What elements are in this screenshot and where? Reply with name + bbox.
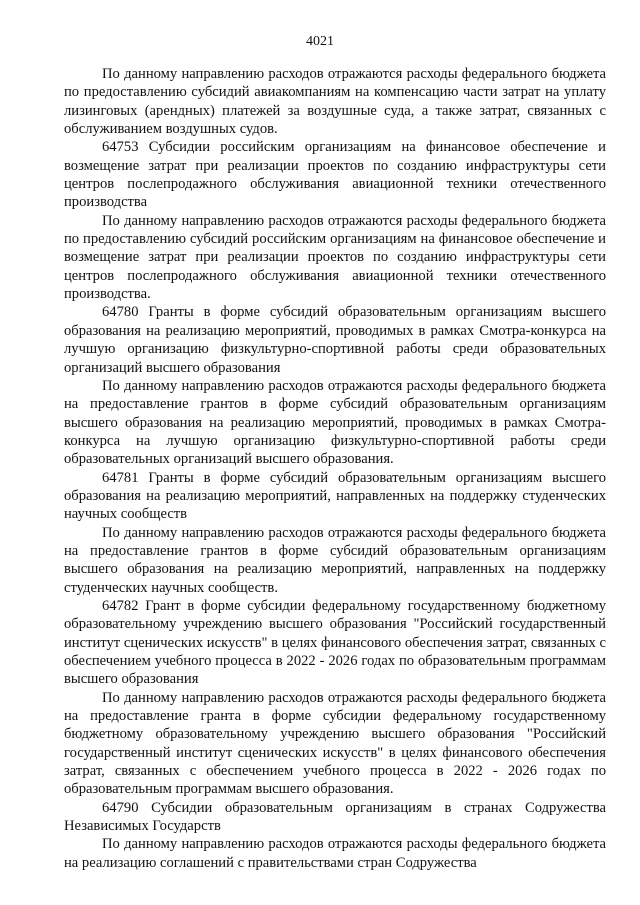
paragraph-code-64753-heading: 64753 Субсидии российским организациям на финансовое обеспечение и возмещение затрат при реализации проектов по созданию инфраструктуры сети центров послепродажного обслуживания авиационной техники отечественного производства [64, 139, 606, 211]
paragraph-code-64781-description: По данному направлению расходов отражаются расходы федерального бюджета на предоставление грантов в форме субсидий образовательным организациям высшего образования на реализацию мероприятий, направленных на поддержку студенческих научных сообществ. [64, 524, 606, 596]
document-body [64, 65, 606, 872]
paragraph-code-64782-description: По данному направлению расходов отражаются расходы федерального бюджета на предоставление гранта в форме субсидии федеральному государственному бюджетному образовательному учреждению высшего образования "Российский государственный институт сценических искусств" в целях финансового обеспечения затрат, связанных с обеспечением учебного процесса в 2022 - 2026 годах по образовательным программам высшего образования. [64, 689, 606, 798]
paragraph-code-64790-heading: 64790 Субсидии образовательным организациям в странах Содружества Независимых Государств [64, 799, 606, 835]
page-number: 4021 [306, 34, 334, 49]
paragraph-code-64753-description: По данному направлению расходов отражаются расходы федерального бюджета по предоставлению субсидий российским организациям на финансовое обеспечение и возмещение затрат при реализации проектов по созданию инфраструктуры сети центров послепродажного обслуживания авиационной техники отечественного производства. [64, 212, 606, 303]
paragraph-code-64790-description: По данному направлению расходов отражаются расходы федерального бюджета на реализацию соглашений с правительствами стран Содружества [64, 836, 606, 871]
paragraph-code-64781-heading: 64781 Гранты в форме субсидий образовательным организациям высшего образования на реализацию мероприятий, направленных на поддержку студенческих научных сообществ [64, 469, 606, 523]
paragraph-expense-description: По данному направлению расходов отражаются расходы федерального бюджета по предоставлению субсидий авиакомпаниям на компенсацию части затрат на уплату лизинговых (арендных) платежей за воздушные суда, а также затрат, связанных с обслуживанием воздушных судов. [64, 66, 606, 138]
paragraph-code-64780-heading: 64780 Гранты в форме субсидий образовательным организациям высшего образования на реализацию мероприятий, проводимых в рамках Смотра-конкурса на лучшую организацию физкультурно-спортивной работы среди образовательных организаций высшего образования [64, 304, 606, 376]
paragraph-code-64782-heading: 64782 Грант в форме субсидии федеральному государственному бюджетному образовательному учреждению высшего образования "Российский государственный институт сценических искусств" в целях финансового обеспечения затрат, связанных с обеспечением учебного процесса в 2022 - 2026 годах по образовательным программам высшего образования [64, 597, 606, 688]
paragraph-code-64780-description: По данному направлению расходов отражаются расходы федерального бюджета на предоставление грантов в форме субсидий образовательным организациям высшего образования на реализацию мероприятий, проводимых в рамках Смотра-конкурса на лучшую организацию физкультурно-спортивной работы среди образовательных организаций высшего образования. [64, 377, 606, 468]
